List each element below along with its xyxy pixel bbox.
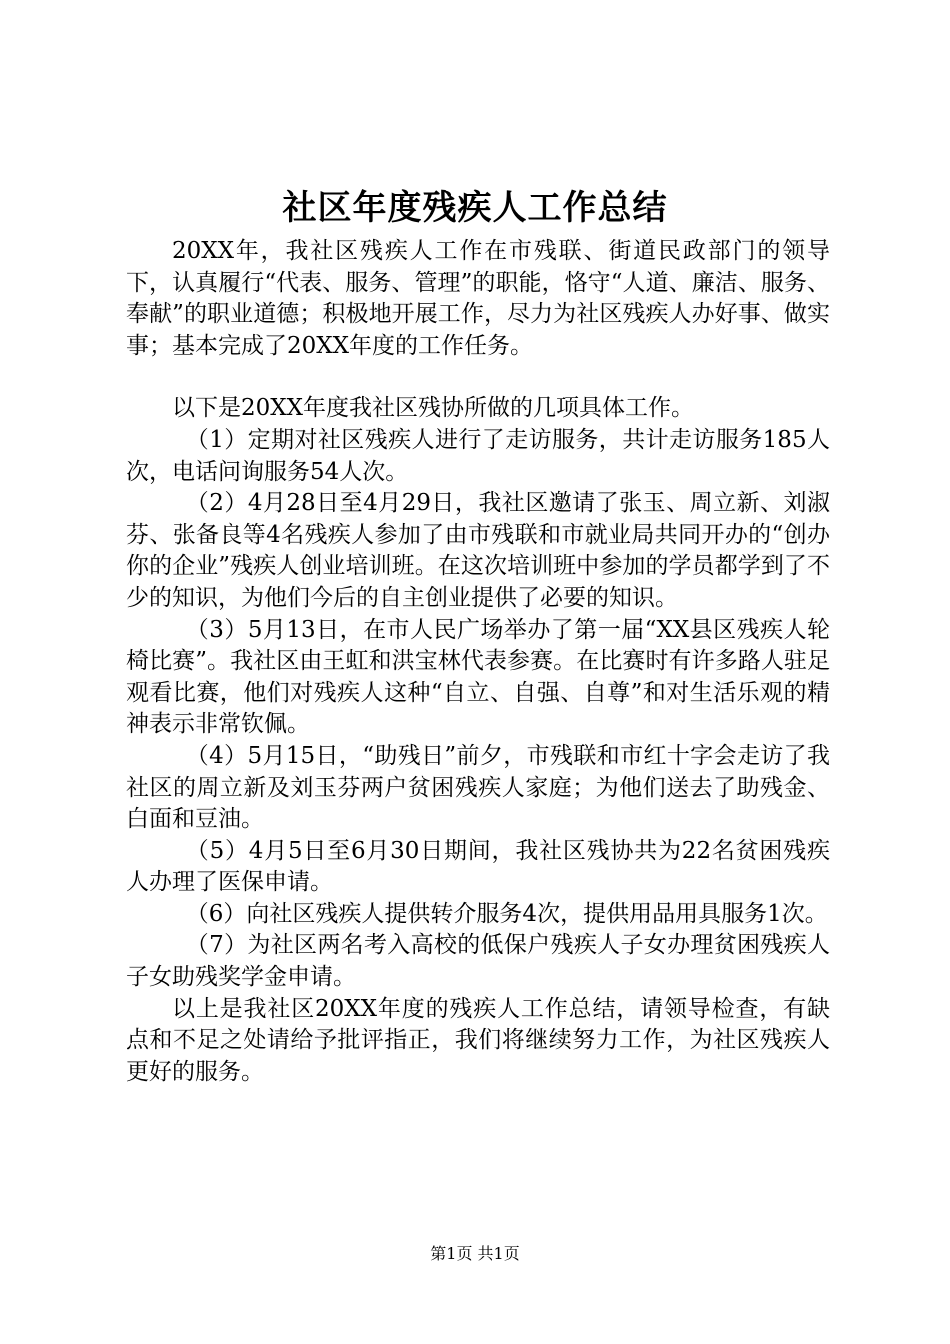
- work-item-6: （6）向社区残疾人提供转介服务4次，提供用品用具服务1次。: [185, 900, 828, 927]
- work-item-4: （4）5月15日，“助残日”前夕，市残联和市红十字会走访了我社区的周立新及刘玉芬两户贫困残疾人家庭；为他们送去了助残金、白面和豆油。: [126, 742, 830, 833]
- work-item-2: （2）4月28日至4月29日，我社区邀请了张玉、周立新、刘淑芬、张备良等4名残疾人参加了由市残联和市就业局共同开办的“创办你的企业”残疾人创业培训班。在这次培训班中参加的学员都学到了不少的知识，为他们今后的自主创业提供了必要的知识。: [126, 490, 830, 611]
- work-item-1: （1）定期对社区残疾人进行了走访服务，共计走访服务185人次，电话问询服务54人次。: [126, 426, 830, 485]
- work-item-7: （7）为社区两名考入高校的低保户残疾人子女办理贫困残疾人子女助残奖学金申请。: [126, 932, 830, 991]
- closing-paragraph: 以上是我社区20XX年度的残疾人工作总结，请领导检查，有缺点和不足之处请给予批评指正，我们将继续努力工作，为社区残疾人更好的服务。: [126, 995, 830, 1085]
- page-footer: 第1页 共1页: [430, 1244, 520, 1263]
- lead-paragraph: 以下是20XX年度我社区残协所做的几项具体工作。: [172, 395, 695, 422]
- paragraph-spacer: [126, 362, 830, 393]
- document-title: 社区年度残疾人工作总结: [282, 188, 668, 228]
- intro-paragraph: 20XX年，我社区残疾人工作在市残联、街道民政部门的领导下，认真履行“代表、服务、管理”的职能，恪守“人道、廉洁、服务、奉献”的职业道德；积极地开展工作，尽力为社区残疾人办好事、做实事；基本完成了20XX年度的工作任务。: [126, 238, 830, 359]
- document-body: [126, 236, 830, 1088]
- work-item-5: （5）4月5日至6月30日期间，我社区残协共为22名贫困残疾人办理了医保申请。: [126, 837, 830, 896]
- work-item-3: （3）5月13日，在市人民广场举办了第一届“XX县区残疾人轮椅比赛”。我社区由王虹和洪宝林代表参赛。在比赛时有许多路人驻足观看比赛，他们对残疾人这种“自立、自强、自尊”和对生活乐观的精神表示非常钦佩。: [126, 616, 830, 738]
